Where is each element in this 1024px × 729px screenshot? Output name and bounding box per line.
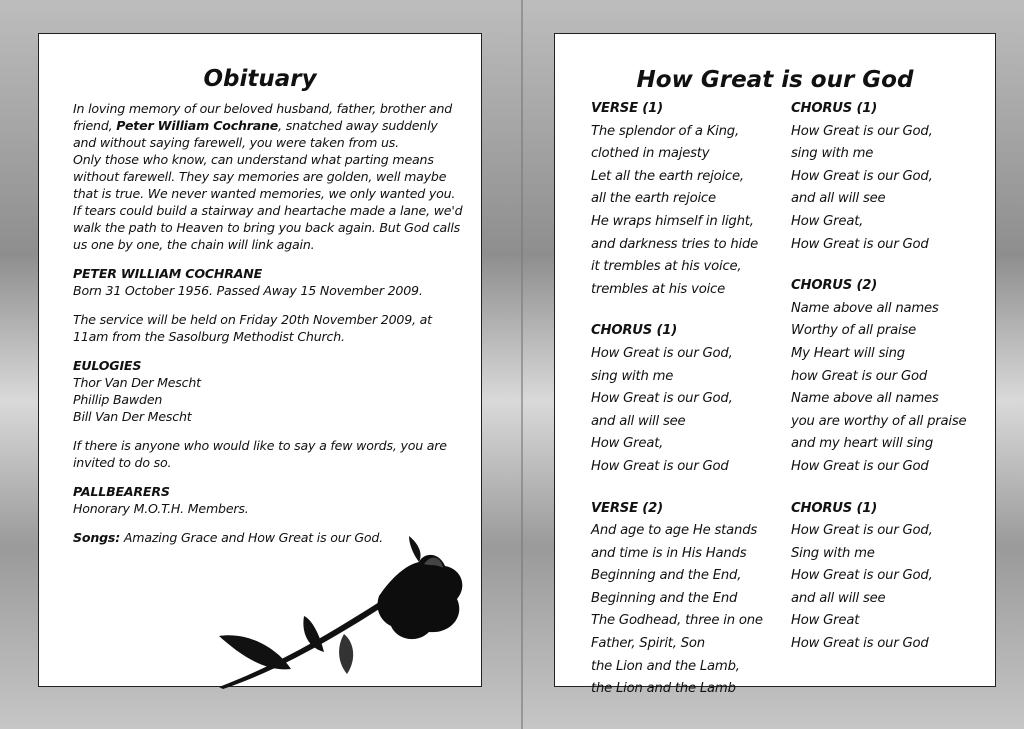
hymn-title: How Great is our God	[636, 67, 914, 93]
lyric-line: Name above all names	[791, 300, 939, 316]
invite-text: If there is anyone who would like to say a few words, you are invited to do so.	[73, 438, 447, 470]
lyric-line: and all will see	[591, 413, 686, 429]
songs-text: Amazing Grace and How Great is our God.	[123, 530, 383, 545]
section-heading: CHORUS (1)	[791, 500, 878, 516]
lyric-line: and all will see	[791, 191, 886, 207]
chorus-1	[591, 320, 781, 478]
life-dates: Born 31 October 1956. Passed Away 15 November 2009.	[73, 283, 423, 298]
section-heading: CHORUS (1)	[591, 323, 678, 339]
lyric-line: and darkness tries to hide	[591, 236, 759, 252]
lyric-line: sing with me	[591, 368, 674, 384]
lyric-line: Sing with me	[791, 545, 875, 561]
lyric-line: The Godhead, three in one	[591, 613, 763, 629]
verse-1	[591, 98, 781, 301]
lyric-line: Let all the earth rejoice,	[591, 168, 744, 184]
verse-2	[591, 498, 781, 701]
lyric-line: My Heart will sing	[791, 345, 905, 361]
name-section	[73, 265, 463, 299]
lyric-line: How Great is our God,	[591, 391, 733, 407]
obituary-page	[38, 33, 482, 687]
service-info: The service will be held on Friday 20th November 2009, at 11am from the Sasolburg Methodist Church.	[73, 312, 432, 344]
lyric-line: the Lion and the Lamb,	[591, 658, 740, 674]
pallbearers-section	[73, 483, 463, 517]
lyric-line: Beginning and the End,	[591, 568, 742, 584]
eulogy-speaker: Phillip Bawden	[73, 392, 163, 407]
page-fold	[521, 0, 523, 729]
lyric-line: Worthy of all praise	[791, 323, 917, 339]
lyric-line: how Great is our God	[791, 368, 928, 384]
lyric-line: and all will see	[791, 590, 886, 606]
obituary-body	[73, 100, 463, 558]
lyrics-column-2	[791, 98, 991, 675]
lyric-line: How Great,	[591, 436, 664, 452]
lyric-line: clothed in majesty	[591, 146, 710, 162]
poem-text: Only those who know, can understand what parting means without farewell. They say memories are golden, well maybe that is true. We never wanted memories, we only wanted you. If tears could build a stairway and heartache made a lane, we'd walk the path to Heaven to bring you back again. But God calls us one by one, the chain will link again.	[73, 152, 463, 252]
lyric-line: and my heart will sing	[791, 436, 934, 452]
lyric-line: He wraps himself in light,	[591, 213, 754, 229]
chorus-1-final	[791, 498, 991, 656]
section-heading: CHORUS (2)	[791, 278, 878, 294]
pallbearers-heading: PALLBEARERS	[73, 484, 170, 499]
lyric-line: it trembles at his voice,	[591, 259, 742, 275]
deceased-name: Peter William Cochrane	[116, 118, 279, 133]
lyric-line: How Great	[791, 613, 860, 629]
eulogies-heading: EULOGIES	[73, 358, 142, 373]
lyric-line: And age to age He stands	[591, 523, 758, 539]
lyric-line: How Great is our God,	[791, 568, 933, 584]
lyric-line: trembles at his voice	[591, 281, 725, 297]
lyric-line: The splendor of a King,	[591, 123, 739, 139]
lyric-line: Beginning and the End	[591, 590, 738, 606]
lyric-line: How Great is our God	[791, 236, 929, 252]
lyric-line: How Great is our God	[791, 458, 929, 474]
section-heading: VERSE (2)	[591, 500, 663, 516]
intro-text: In loving memory of our beloved husband, father, brother and friend,	[73, 101, 453, 133]
lyric-line: How Great is our God	[791, 636, 929, 652]
lyric-line: Name above all names	[791, 391, 939, 407]
eulogy-speaker: Thor Van Der Mescht	[73, 375, 201, 390]
lyric-line: the Lion and the Lamb	[591, 681, 736, 697]
intro-paragraph	[73, 100, 463, 253]
hymn-page	[554, 33, 996, 697]
lyric-line: How Great is our God,	[791, 523, 933, 539]
lyric-line: How Great is our God	[591, 458, 729, 474]
lyric-line: sing with me	[791, 146, 874, 162]
pallbearers-text: Honorary M.O.T.H. Members.	[73, 501, 249, 516]
eulogies-section	[73, 357, 463, 425]
section-heading: CHORUS (1)	[791, 101, 878, 116]
lyrics-column-1	[591, 98, 781, 720]
lyric-line: How Great is our God,	[791, 168, 933, 184]
lyric-line: you are worthy of all praise	[791, 413, 967, 429]
rose-image	[219, 524, 474, 689]
lyric-line: How Great,	[791, 213, 864, 229]
lyric-line: How Great is our God,	[791, 123, 933, 139]
songs-label: Songs:	[73, 530, 121, 545]
lyric-line: and time is in His Hands	[591, 545, 747, 561]
lyric-line: Father, Spirit, Son	[591, 636, 705, 652]
lyric-line: all the earth rejoice	[591, 191, 716, 207]
obituary-title: Obituary	[203, 66, 317, 92]
intro-text-cont: , snatched away suddenly and without saying farewell, you were taken from us.	[73, 118, 438, 150]
eulogy-speaker: Bill Van Der Mescht	[73, 409, 192, 424]
chorus-2	[791, 275, 991, 478]
lyric-line: How Great is our God,	[591, 345, 733, 361]
chorus-1-repeat	[791, 98, 991, 256]
section-heading: VERSE (1)	[591, 101, 663, 116]
name-heading: PETER WILLIAM COCHRANE	[73, 266, 263, 281]
